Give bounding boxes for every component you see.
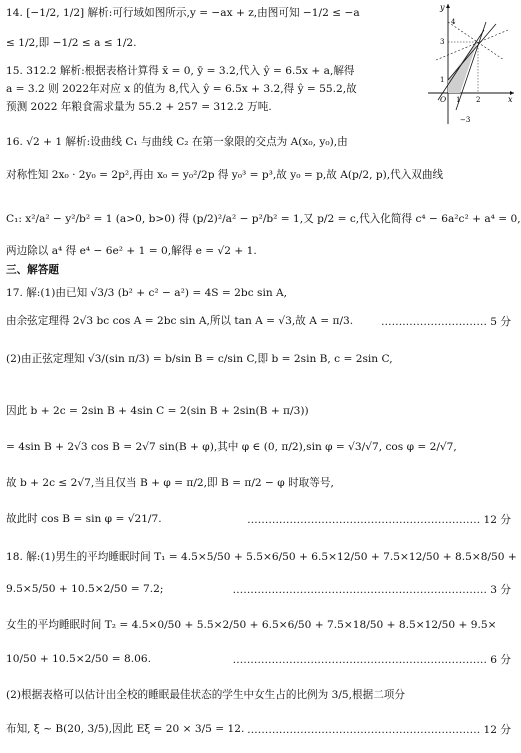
p18-score-3: ……………………………………………………………… 3 分 <box>232 584 511 596</box>
origin-label: O <box>440 95 447 104</box>
p18-line5: (2)根据表格可以估计出全校的睡眠最佳状态的学生中女生占的比例为 3/5,根据二项分 <box>6 689 405 701</box>
p14-line2: ≤ 1/2,即 −1/2 ≤ a ≤ 1/2. <box>6 37 137 49</box>
p18-line2: 9.5×5/50 + 10.5×2/50 = 7.2; <box>6 583 164 595</box>
p14-line1: 14. [−1/2, 1/2] 解析:可行域如图所示,y = −ax + z,由图可知 −1/2 ≤ −a <box>6 7 360 19</box>
p17-score-12: ………………………………………………………… 12 分 <box>247 514 511 526</box>
p17-line5: = 4sin B + 2√3 cos B = 2√7 sin(B + φ),其中 φ ∈ (0, π/2),sin φ = √3/√7, cos φ = 2/√7, <box>6 441 457 453</box>
tick-label-x-2: 2 <box>476 96 481 104</box>
p17-line6: 故 b + 2c ≤ 2√7,当且仅当 B + φ = π/2,即 B = π/2 − φ 时取等号, <box>6 477 334 489</box>
shaded-region <box>448 40 478 93</box>
tick-label-y-1: 1 <box>440 76 445 84</box>
p18-score-12: ………………………………………………………… 12 分 <box>247 724 511 736</box>
p15-line1: 15. 312.2 解析:根据表格计算得 x̄ = 0, ȳ = 3.2,代入 ŷ = 6.5x + a,解得 <box>6 65 355 77</box>
p16-line4: 两边除以 a⁴ 得 e⁴ − 6e² + 1 = 0,解得 e = √2 + 1. <box>6 245 257 257</box>
section-heading: 三、解答题 <box>6 264 59 276</box>
tick-label-y-4: 4 <box>451 18 456 26</box>
y-axis-arrow <box>446 4 450 8</box>
p17-line3: (2)由正弦定理知 √3/(sin π/3) = b/sin B = c/sin C,即 b = 2sin B, c = 2sin C, <box>6 353 393 365</box>
p15-line3: 预测 2022 年粮食需求量为 55.2 + 257 = 312.2 万吨. <box>6 101 272 113</box>
p17-line2: 由余弦定理得 2√3 bc cos A = 2bc sin A,所以 tan A = √3,故 A = π/3. <box>6 315 354 327</box>
tick-label-y-neg3: −3 <box>460 116 471 124</box>
p15-line2: a = 3.2 则 2022年对应 x 的值为 8,代入 ŷ = 6.5x + 3.2,得 ŷ = 55.2,故 <box>6 83 357 95</box>
p17-line7: 故此时 cos B = sin φ = √21/7. <box>6 513 162 525</box>
p17-line4: 因此 b + 2c = 2sin B + 4sin C = 2(sin B + 2sin(B + π/3)) <box>6 405 309 417</box>
p17-score-5: ………………………… 5 分 <box>380 316 511 328</box>
tick-label-y-3: 3 <box>440 38 445 46</box>
p16-line1: 16. √2 + 1 解析:设曲线 C₁ 与曲线 C₂ 在第一象限的交点为 A(x₀, y₀),由 <box>6 136 348 148</box>
y-axis-label: y <box>440 3 445 12</box>
feasible-region-graph <box>426 0 516 125</box>
tick-label-x-1: 1 <box>456 96 461 104</box>
p18-line1: 18. 解:(1)男生的平均睡眠时间 T₁ = 4.5×5/50 + 5.5×6/50 + 6.5×12/50 + 7.5×12/50 + 8.5×8/50 + <box>6 551 517 563</box>
p16-line3: C₁: x²/a² − y²/b² = 1 (a>0, b>0) 得 (p/2)²/a² − p²/b² = 1,又 p/2 = c,代入化简得 c⁴ − 6a²c² + a⁴ = 0, <box>6 213 521 225</box>
dashed-line-1 <box>448 22 504 60</box>
p18-line6: 布知, ξ ~ B(20, 3/5),因此 Eξ = 20 × 3/5 = 12. <box>6 723 245 735</box>
p17-line1: 17. 解:(1)由已知 √3/3 (b² + c² − a²) = 4S = 2bc sin A, <box>6 287 288 299</box>
p18-line3: 女生的平均睡眠时间 T₂ = 4.5×0/50 + 5.5×2/50 + 6.5×6/50 + 7.5×18/50 + 8.5×12/50 + 9.5× <box>6 619 497 631</box>
x-axis-label: x <box>508 95 513 104</box>
p18-line4: 10/50 + 10.5×2/50 = 8.06. <box>6 653 151 665</box>
p18-score-6: ……………………………………………………………… 6 分 <box>232 654 511 666</box>
p16-line2: 对称性知 2x₀ · 2y₀ = 2p²,再由 x₀ = y₀²/2p 得 y₀³ = p³,故 y₀ = p,故 A(p/2, p),代入双曲线 <box>6 169 444 181</box>
